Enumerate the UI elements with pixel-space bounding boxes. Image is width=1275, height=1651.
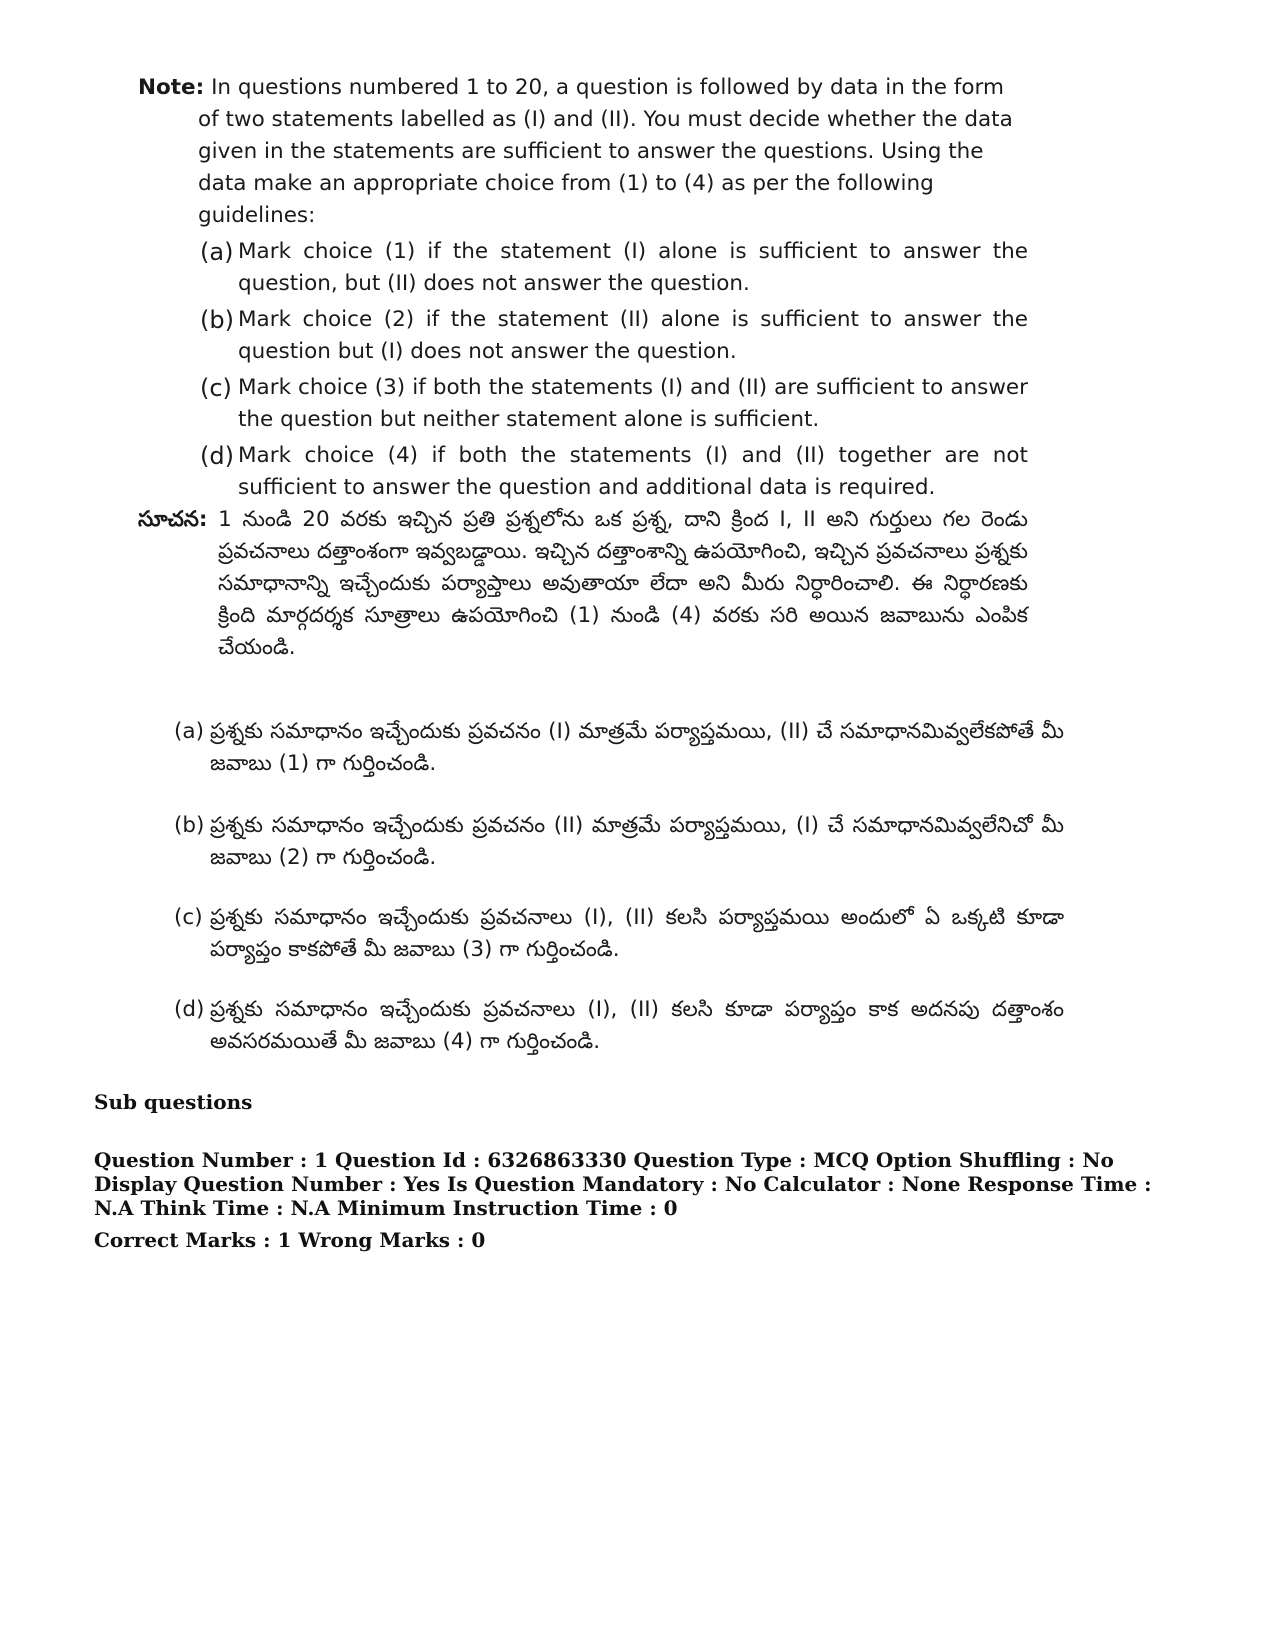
telugu-note bbox=[138, 504, 1064, 1054]
note-intro bbox=[138, 72, 1028, 232]
telugu-guideline-label: (a) bbox=[174, 719, 204, 744]
guideline-label: (c) bbox=[200, 374, 232, 402]
telugu-guideline-item bbox=[174, 994, 1064, 1058]
guideline-text: Mark choice (1) if the statement (I) alone is sufficient to answer the question, but (II) does not answer the question. bbox=[238, 239, 1028, 296]
question-metadata: Question Number : 1 Question Id : 6326863330 Question Type : MCQ Option Shuffling : No Display Question Number : Yes Is Question Mandatory : No Calculator : None Response Time : N.A Think Time : N.A Minimum Instruction Time : 0 bbox=[94, 1148, 1152, 1220]
telugu-guideline-item bbox=[174, 810, 1064, 874]
marks-line: Correct Marks : 1 Wrong Marks : 0 bbox=[94, 1228, 486, 1252]
telugu-guideline-label: (c) bbox=[174, 905, 203, 930]
guideline-item bbox=[138, 304, 1028, 368]
guideline-text: Mark choice (3) if both the statements (I) and (II) are sufficient to answer the question but neither statement alone is sufficient. bbox=[238, 375, 1028, 432]
guideline-label: (d) bbox=[200, 442, 234, 470]
guideline-text: Mark choice (2) if the statement (II) alone is sufficient to answer the question but (I) does not answer the question. bbox=[238, 307, 1028, 364]
guideline-label: (a) bbox=[200, 238, 234, 266]
telugu-guideline-item bbox=[174, 902, 1064, 966]
note-label: Note: bbox=[138, 75, 205, 100]
guideline-item bbox=[138, 236, 1028, 300]
note-text: In questions numbered 1 to 20, a question is followed by data in the form of two statements labelled as (I) and (II). You must decide whether the data given in the statements are sufficient to answer the questions. Using the data make an appropriate choice from (1) to (4) as per the following guidelines: bbox=[198, 75, 1013, 228]
telugu-guideline-item bbox=[174, 716, 1064, 780]
telugu-note-text: 1 నుండి 20 వరకు ఇచ్చిన ప్రతి ప్రశ్నలోను ఒక ప్రశ్న, దాని క్రింద I, II అని గుర్తులు గల రెండు ప్రవచనాలు దత్తాంశంగా ఇవ్వబడ్డాయి. ఇచ్చిన దత్తాంశాన్ని ఉపయోగించి, ఇచ్చిన ప్రవచనాలు ప్రశ్నకు సమాధానాన్ని ఇచ్చేందుకు పర్యాప్తాలు అవుతాయా లేదా అని మీరు నిర్ధారించాలి. ఈ నిర్ధారణకు క్రింది మార్గదర్శక సూత్రాలు ఉపయోగించి (1) నుండి (4) వరకు సరి అయిన జవాబును ఎంపిక చేయండి. bbox=[218, 507, 1028, 660]
guideline-item bbox=[138, 372, 1028, 436]
telugu-guideline-text: ప్రశ్నకు సమాధానం ఇచ్చేందుకు ప్రవచనాలు (I), (II) కలసి పర్యాప్తమయి అందులో ఏ ఒక్కటి కూడా పర్యాప్తం కాకపోతే మీ జవాబు (3) గా గుర్తించండి. bbox=[210, 905, 1064, 962]
telugu-intro bbox=[138, 504, 1028, 664]
telugu-guideline-text: ప్రశ్నకు సమాధానం ఇచ్చేందుకు ప్రవచనం (II) మాత్రమే పర్యాప్తమయి, (I) చే సమాధానమివ్వలేనిచో మీ జవాబు (2) గా గుర్తించండి. bbox=[210, 813, 1064, 870]
guideline-text: Mark choice (4) if both the statements (I) and (II) together are not sufficient to answer the question and additional data is required. bbox=[238, 443, 1028, 500]
telugu-guideline-label: (d) bbox=[174, 997, 205, 1022]
sub-questions-heading: Sub questions bbox=[94, 1090, 253, 1114]
guideline-list bbox=[138, 236, 1028, 504]
telugu-guideline-text: ప్రశ్నకు సమాధానం ఇచ్చేందుకు ప్రవచనం (I) మాత్రమే పర్యాప్తమయి, (II) చే సమాధానమివ్వలేకపోతే మీ జవాబు (1) గా గుర్తించండి. bbox=[210, 719, 1064, 776]
telugu-guideline-label: (b) bbox=[174, 813, 205, 838]
guideline-item bbox=[138, 440, 1028, 504]
english-note bbox=[138, 72, 1028, 508]
telugu-note-label: సూచన: bbox=[138, 507, 208, 532]
guideline-label: (b) bbox=[200, 306, 234, 334]
telugu-guideline-text: ప్రశ్నకు సమాధానం ఇచ్చేందుకు ప్రవచనాలు (I), (II) కలసి కూడా పర్యాప్తం కాక అదనపు దత్తాంశం అవసరమయితే మీ జవాబు (4) గా గుర్తించండి. bbox=[210, 997, 1064, 1054]
